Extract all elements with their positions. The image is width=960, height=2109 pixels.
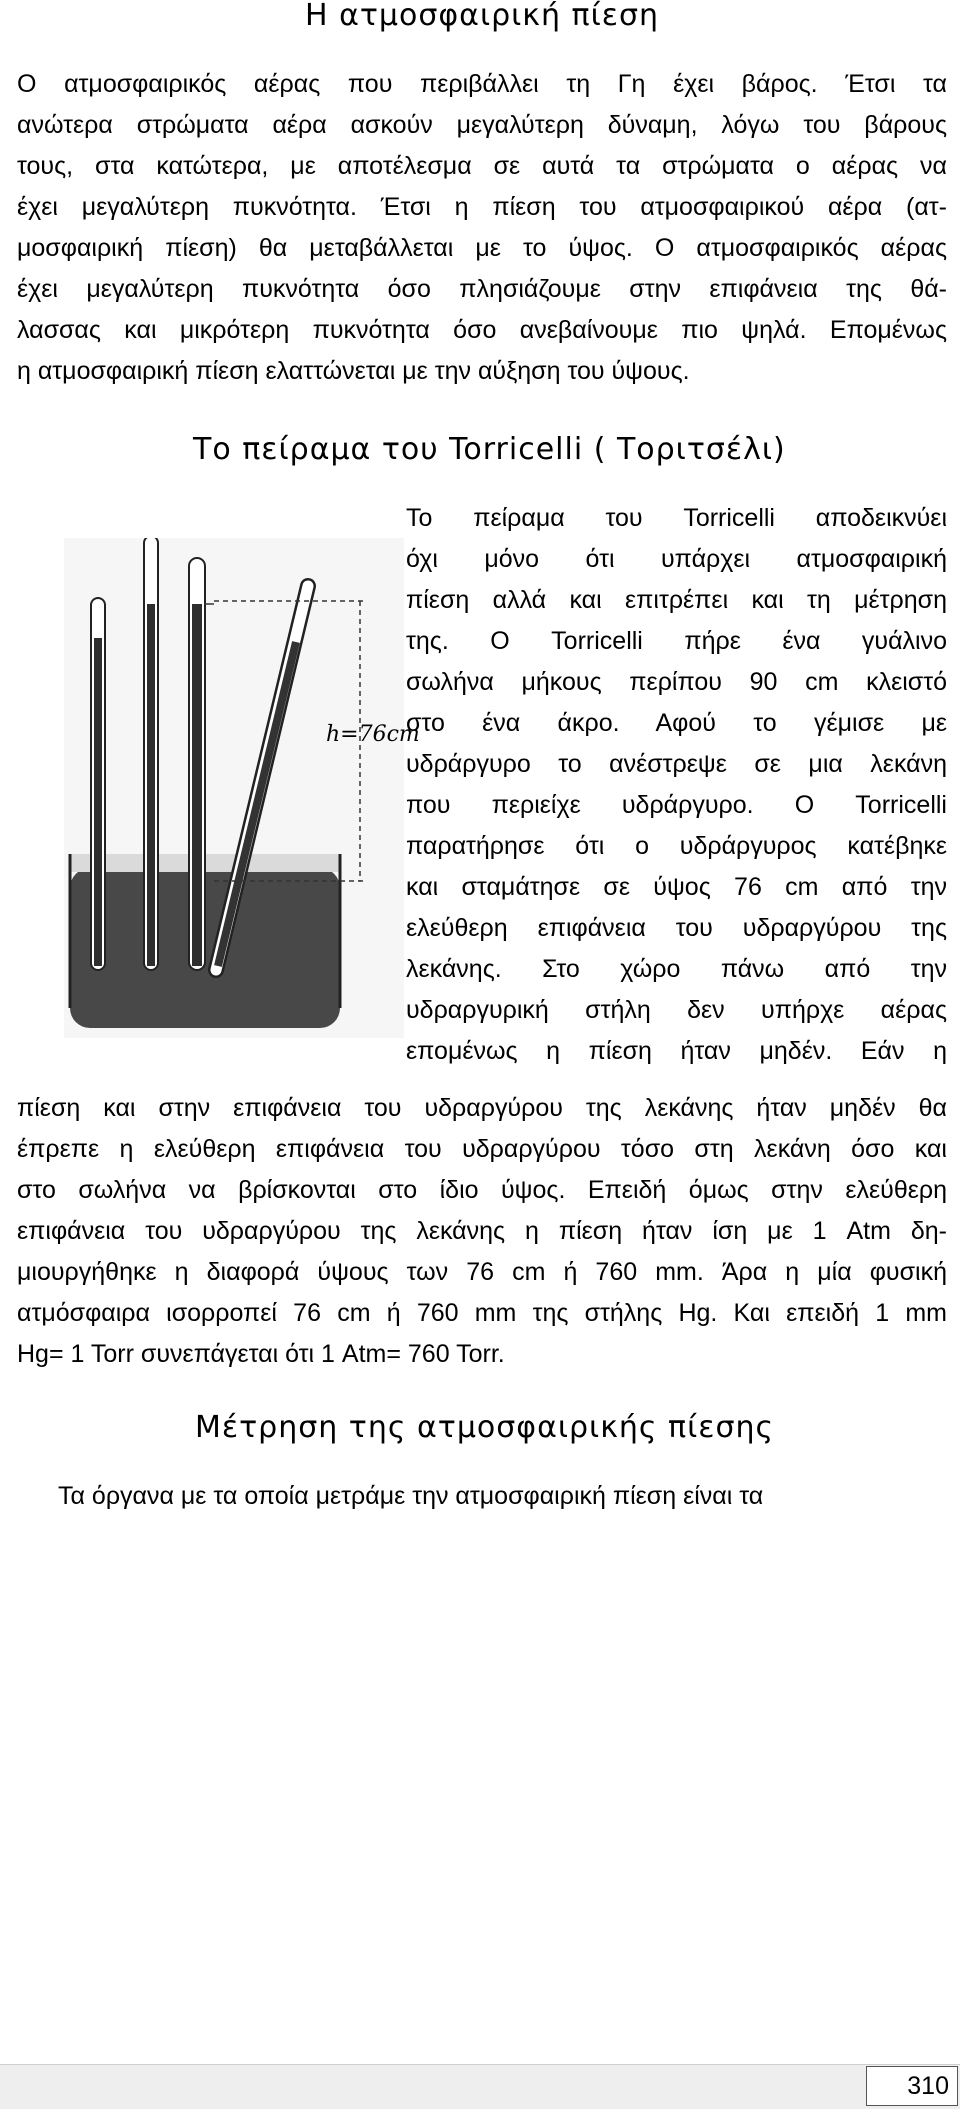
intro-line: τους, στα κατώτερα, με αποτέλεσμα σε αυτά τα στρώματα ο αέρας να <box>17 152 947 180</box>
side-line: και σταμάτησε σε ύψος 76 cm από την <box>406 873 947 901</box>
side-line: σωλήνα μήκους περίπου 90 cm κλειστό <box>406 668 947 696</box>
section-heading-measurement: Μέτρηση της ατμοσφαιρικής πίεσης <box>195 1410 775 1445</box>
full-line: πίεση και στην επιφάνεια του υδραργύρου της λεκάνης ήταν μηδέν θα <box>17 1094 947 1122</box>
section-heading-torricelli: Το πείραμα του Torricelli ( Τοριτσέλι) <box>193 432 786 467</box>
intro-line: μοσφαιρική πίεση) θα μεταβάλλεται με το ύψος. Ο ατμοσφαιρικός αέρας <box>17 234 947 262</box>
side-line: υδράργυρο το ανέστρεψε σε μια λεκάνη <box>406 750 947 778</box>
side-line: στο ένα άκρο. Αφού το γέμισε με <box>406 709 947 737</box>
intro-line: έχει μεγαλύτερη πυκνότητα. Έτσι η πίεση του ατμοσφαιρικού αέρα (ατ- <box>17 193 947 221</box>
intro-paragraph <box>17 64 947 392</box>
torricelli-figure <box>64 538 420 1038</box>
figure-height-label: h=76cm <box>326 722 420 747</box>
side-line: υδραργυρική στήλη δεν υπήρχε αέρας <box>406 996 947 1024</box>
full-line: μιουργήθηκε η διαφορά ύψους των 76 cm ή 760 mm. Άρα η μία φυσική <box>17 1258 947 1286</box>
side-line: λεκάνης. Στο χώρο πάνω από την <box>406 955 947 983</box>
full-line: έπρεπε η ελεύθερη επιφάνεια του υδραργύρου τόσο στη λεκάνη όσο και <box>17 1135 947 1163</box>
full-line: επιφάνεια του υδραργύρου της λεκάνης η πίεση ήταν ίση με 1 Atm δη- <box>17 1217 947 1245</box>
side-line: της. Ο Torricelli πήρε ένα γυάλινο <box>406 627 947 655</box>
intro-line: Ο ατμοσφαιρικός αέρας που περιβάλλει τη Γη έχει βάρος. Έτσι τα <box>17 70 947 98</box>
side-line: που περιείχε υδράργυρο. Ο Torricelli <box>406 791 947 819</box>
intro-line: έχει μεγαλύτερη πυκνότητα όσο πλησιάζουμε στην επιφάνεια της θά- <box>17 275 947 303</box>
measurement-paragraph <box>58 1476 948 1517</box>
footer-bar <box>0 2064 960 2109</box>
side-line: πίεση αλλά και επιτρέπει και τη μέτρηση <box>406 586 947 614</box>
intro-line: λασσας και μικρότερη πυκνότητα όσο ανεβαίνουμε πιο ψηλά. Επομένως <box>17 316 947 344</box>
full-line: ατμόσφαιρα ισορροπεί 76 cm ή 760 mm της στήλης Hg. Και επειδή 1 mm <box>17 1299 947 1327</box>
side-line: επομένως η πίεση ήταν μηδέν. Εάν η <box>406 1037 947 1065</box>
side-line: παρατήρησε ότι ο υδράργυρος κατέβηκε <box>406 832 947 860</box>
side-line: ελεύθερη επιφάνεια του υδραργύρου της <box>406 914 947 942</box>
measurement-line: Τα όργανα με τα οποία μετράμε την ατμοσφαιρική πίεση είναι τα <box>58 1482 764 1510</box>
torricelli-illustration <box>64 538 404 1038</box>
page-number: 310 <box>866 2066 958 2106</box>
page-title: Η ατμοσφαιρική πίεση <box>305 0 659 33</box>
torricelli-full-paragraph <box>17 1088 947 1375</box>
side-line: Το πείραμα του Torricelli αποδεικνύει <box>406 504 947 532</box>
intro-line: η ατμοσφαιρική πίεση ελαττώνεται με την αύξηση του ύψους. <box>17 357 690 385</box>
intro-line: ανώτερα στρώματα αέρα ασκούν μεγαλύτερη δύναμη, λόγω του βάρους <box>17 111 947 139</box>
full-line: Hg= 1 Torr συνεπάγεται ότι 1 Atm= 760 Torr. <box>17 1340 505 1368</box>
torricelli-side-paragraph <box>406 498 947 1072</box>
full-line: στο σωλήνα να βρίσκονται στο ίδιο ύψος. Επειδή όμως στην ελεύθερη <box>17 1176 947 1204</box>
side-line: όχι μόνο ότι υπάρχει ατμοσφαιρική <box>406 545 947 573</box>
